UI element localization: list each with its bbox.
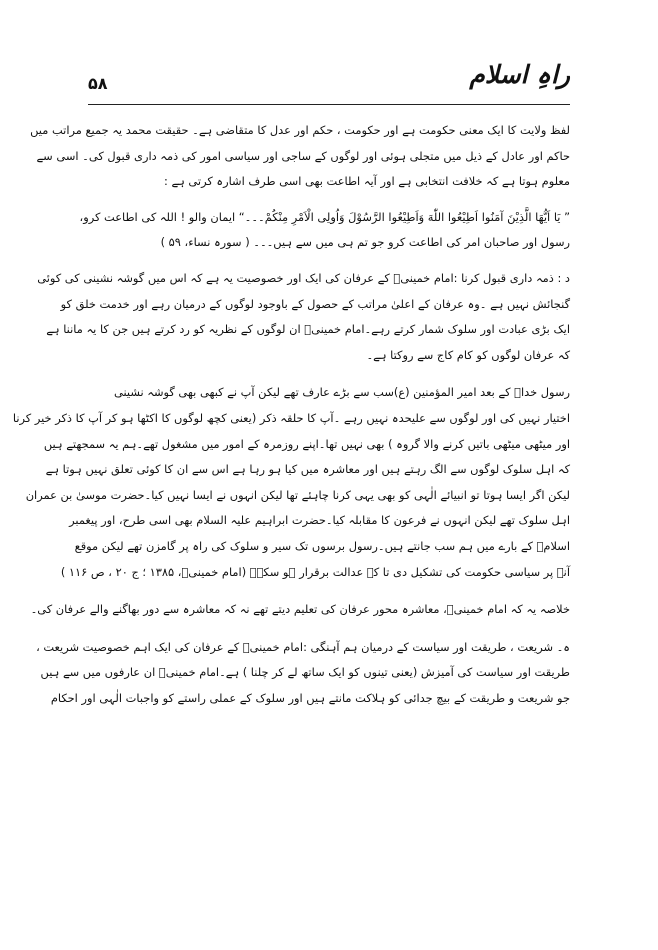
paragraph-responsibility (37, 266, 570, 368)
paragraph-wilayat (30, 118, 570, 195)
page-header (88, 62, 570, 102)
text-line: کہ عرفان لوگوں کو کام کاج سے روکتا ہے۔ (366, 347, 570, 362)
text-line: کہ اہل سلوک لوگوں سے الگ رہتے ہیں اور معاشرہ میں کیا ہو رہا ہے اس سے ان کا کوئی تعلق نہیں ہوتا ہے (45, 462, 570, 477)
text-line: حاکم اور عادل کے ذیل میں متجلی ہوئی اور لوگوں کے ساجی اور سیاسی امور کی ذمہ داری قبول کی۔ اسی سے (36, 148, 570, 163)
text-line: رسول اور صاحبان امر کی اطاعت کرو جو تم ہی میں سے ہیں۔۔۔ ( سورہ نساء، ۵۹ ) (160, 235, 570, 250)
text-line: ہ۔ شریعت ، طریقت اور سیاست کے درمیان ہم آہنگی :امام خمینیؒ کے عرفان کی ایک اہم خصوصیت شریعت ، (36, 639, 570, 654)
text-line: اختیار نہیں کی اور لوگوں سے علیحدہ نہیں رہے ۔آپ کا حلقہ ذکر (یعنی کچھ لوگوں کا اکٹھا ہو کر آپ کا ذکر خیر کرنا (12, 410, 570, 425)
page-content (12, 118, 570, 711)
text-line: د : ذمہ داری قبول کرنا :امام خمینیؒ کے عرفان کی ایک اور خصوصیت یہ ہے کہ اس میں گوشہ نشینی کی کوئی (37, 270, 570, 285)
text-line: اہل سلوک تھے لیکن انہوں نے فرعون کا مقابلہ کیا۔حضرت ابراہیم علیہ السلام بھی اسی طرح، اور پیغمبر (69, 513, 570, 528)
paragraph-shariat (36, 635, 570, 712)
text-line: رسول خداؐ کے بعد امیر المؤمنین (ع)سب سے بڑے عارف تھے لیکن آپ نے کبھی بھی گوشہ نشینی (113, 385, 570, 400)
text-line: خلاصہ یہ کہ امام خمینیؒ، معاشرہ محور عرفان کی تعلیم دیتے تھے نہ کہ معاشرہ سے دور بھاگنے والے عرفان کی۔ (30, 602, 570, 617)
text-line: لیکن اگر ایسا ہوتا تو انبیائے الٰہی کو بھی یہی کرنا چاہئے تھا لیکن انہوں نے ایسا نہیں کیا۔حضرت موسیٰ بن عمران (25, 487, 570, 502)
paragraph-summary (30, 597, 570, 623)
text-line: معلوم ہوتا ہے کہ خلافت انتخابی ہے اور آیہ اطاعت بھی اسی طرف اشارہ کرتی ہے : (163, 174, 570, 189)
text-line: گنجائش نہیں ہے ۔وہ عرفان کے اعلیٰ مراتب کے حصول کے باوجود لوگوں کے درمیان رہے اور خدمت خلق کو (60, 296, 570, 311)
text-line: ” یَا اَیُّهَا الَّذِیْنَ آمَنُوا اَطِیْعُوا اللّٰهَ وَاَطِیْعُوا الرَّسُوْلَ وَاُولِی الْاَمْرِ مِنْکُمْ۔۔۔“ ایمان والو ! اللہ کی اطاعت کرو، (79, 209, 570, 224)
text-line: ایک بڑی عبادت اور سلوک شمار کرتے رہے۔امام خمینیؒ ان لوگوں کے نظریہ کو رد کرتے ہیں جن کا یہ ماننا ہے (46, 322, 570, 337)
text-line: جو شریعت و طریقت کے بیچ جدائی کو ہلاکت مانتے ہیں اور سلوک کے عملی راستے کو واجبات الٰہی اور احکام (50, 690, 570, 705)
text-line: لفظ ولایت کا ایک معنی حکومت ہے اور حکومت ، حکم اور عدل کا متقاضی ہے۔ حقیقت محمد یہ جمیع مراتب میں (30, 123, 570, 137)
paragraph-quran-verse (79, 205, 570, 256)
journal-brand: راہِ اسلام (469, 60, 570, 89)
text-line: طریقت اور سیاست کی آمیزش (یعنی تینوں کو ایک ساتھ لے کر چلنا ) ہے۔امام خمینیؒ ان عارفوں میں سے ہیں (40, 665, 570, 680)
header-rule (88, 104, 570, 105)
page-number: ۵۸ (88, 74, 108, 93)
text-line: آنے پر سیاسی حکومت کی تشکیل دی تا کہ عدالت برقرار ہو سکے۔ (امام خمینیؒ، ۱۳۸۵ ؛ ج ۲۰ ، ص ۱۱۶ ) (60, 564, 570, 579)
paragraph-prophet (12, 380, 570, 585)
text-line: اور میٹھی میٹھی باتیں کرنے والا گروہ ) بھی نہیں تھا۔اپنے روزمرہ کے امور میں مشغول تھے۔ہم یہ سمجھتے ہیں (43, 436, 570, 451)
text-line: اسلامؐ کے بارے میں ہم سب جانتے ہیں۔رسول برسوں تک سیر و سلوک کی راہ پر گامزن تھے لیکن موقع (74, 538, 570, 553)
